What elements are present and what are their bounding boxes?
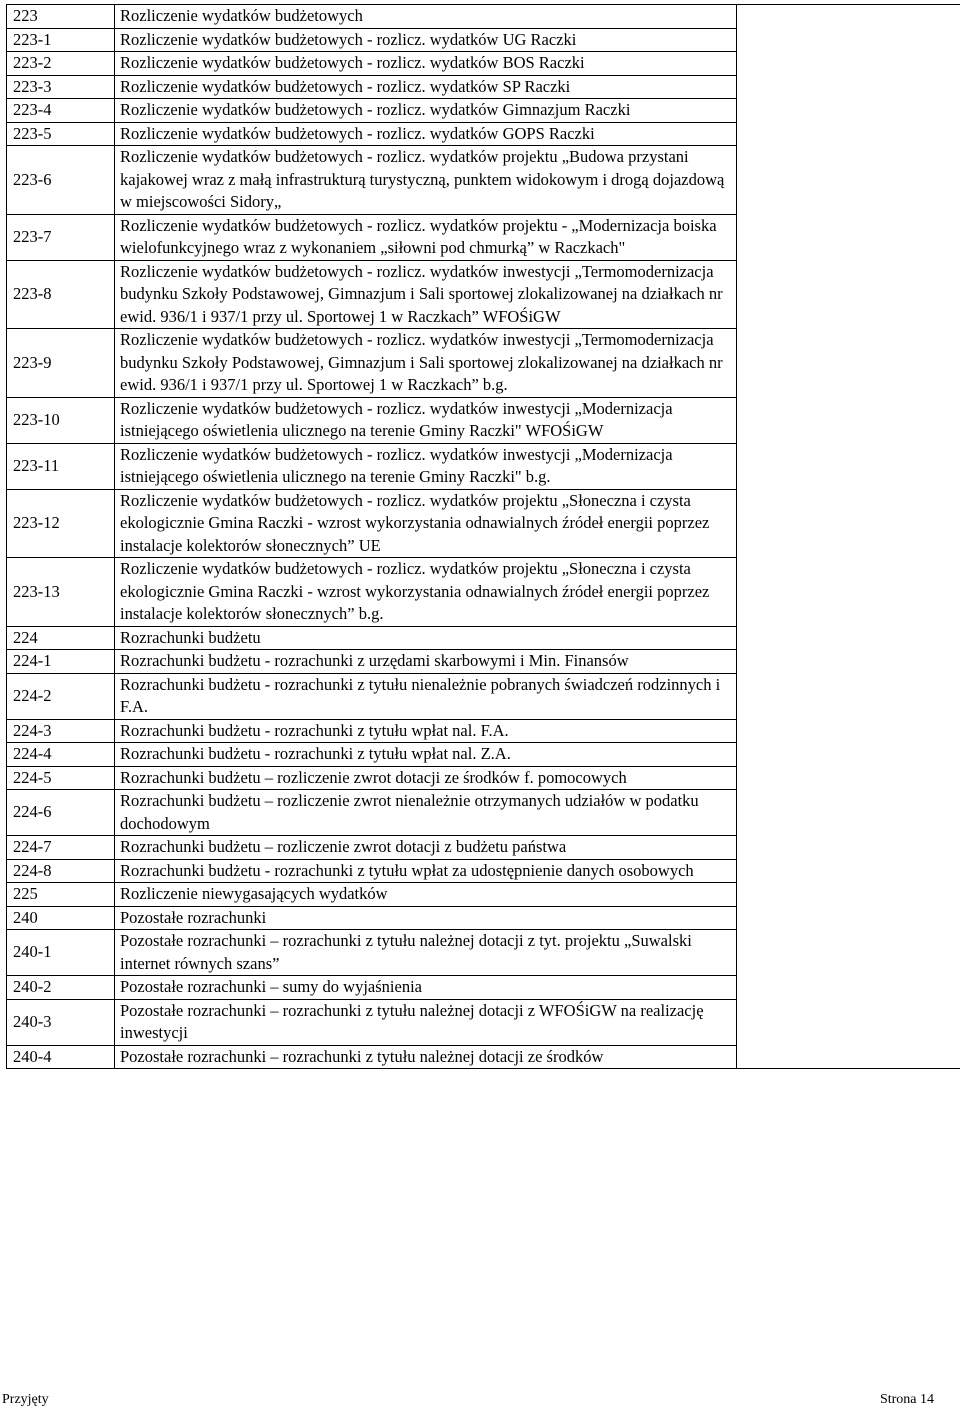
account-description-cell: Rozliczenie wydatków budżetowych - rozlicz. wydatków inwestycji „Modernizacja istniejącego oświetlenia ulicznego na terenie Gminy Raczki" WFOŚiGW <box>115 397 737 443</box>
account-code-cell: 224-4 <box>7 743 115 767</box>
account-code-cell: 224-6 <box>7 790 115 836</box>
account-code-cell: 223-3 <box>7 75 115 99</box>
account-description-cell: Rozrachunki budżetu - rozrachunki z urzędami skarbowymi i Min. Finansów <box>115 650 737 674</box>
account-code-cell: 223-4 <box>7 99 115 123</box>
account-code-cell: 223-7 <box>7 214 115 260</box>
account-code-cell: 223-13 <box>7 558 115 627</box>
account-code-cell: 223-2 <box>7 52 115 76</box>
account-code-cell: 223-1 <box>7 28 115 52</box>
account-code-cell: 223-6 <box>7 146 115 215</box>
account-description-cell: Rozliczenie wydatków budżetowych - rozlicz. wydatków projektu „Słoneczna i czysta ekologicznie Gmina Raczki - wzrost wykorzystania odnawialnych źródeł energii poprzez instalacje kolektorów słonecznych” UE <box>115 489 737 558</box>
account-code-cell: 223-11 <box>7 443 115 489</box>
account-description-cell: Rozliczenie wydatków budżetowych - rozlicz. wydatków BOS Raczki <box>115 52 737 76</box>
account-code-cell: 224-1 <box>7 650 115 674</box>
empty-cell <box>737 5 960 1069</box>
account-code-cell: 240-1 <box>7 930 115 976</box>
account-code-cell: 224-3 <box>7 719 115 743</box>
account-description-cell: Rozrachunki budżetu – rozliczenie zwrot dotacji z budżetu państwa <box>115 836 737 860</box>
account-description-cell: Rozrachunki budżetu - rozrachunki z tytułu wpłat nal. F.A. <box>115 719 737 743</box>
account-code-cell: 224-8 <box>7 859 115 883</box>
account-description-cell: Rozliczenie wydatków budżetowych - rozlicz. wydatków SP Raczki <box>115 75 737 99</box>
account-code-cell: 223 <box>7 5 115 29</box>
account-description-cell: Rozliczenie wydatków budżetowych - rozlicz. wydatków inwestycji „Termomodernizacja budynku Szkoły Podstawowej, Gimnazjum i Sali sportowej zlokalizowanej na działkach nr ewid. 936/1 i 937/1 przy ul. Sportowej 1 w Raczkach” WFOŚiGW <box>115 260 737 329</box>
account-description-cell: Rozliczenie wydatków budżetowych - rozlicz. wydatków projektu „Słoneczna i czysta ekologicznie Gmina Raczki - wzrost wykorzystania odnawialnych źródeł energii poprzez instalacje kolektorów słonecznych” b.g. <box>115 558 737 627</box>
account-code-cell: 224-5 <box>7 766 115 790</box>
table-row <box>7 5 960 29</box>
account-description-cell: Pozostałe rozrachunki – rozrachunki z tytułu należnej dotacji z tyt. projektu „Suwalski internet równych szans” <box>115 930 737 976</box>
footer-status: Przyjęty <box>2 1392 49 1407</box>
account-description-cell: Pozostałe rozrachunki – sumy do wyjaśnienia <box>115 976 737 1000</box>
account-description-cell: Rozliczenie niewygasających wydatków <box>115 883 737 907</box>
account-description-cell: Rozliczenie wydatków budżetowych - rozlicz. wydatków inwestycji „Termomodernizacja budynku Szkoły Podstawowej, Gimnazjum i Sali sportowej zlokalizowanej na działkach nr ewid. 936/1 i 937/1 przy ul. Sportowej 1 w Raczkach” b.g. <box>115 329 737 398</box>
account-description-cell: Rozliczenie wydatków budżetowych - rozlicz. wydatków inwestycji „Modernizacja istniejącego oświetlenia ulicznego na terenie Gminy Raczki" b.g. <box>115 443 737 489</box>
account-code-cell: 223-8 <box>7 260 115 329</box>
account-code-cell: 223-10 <box>7 397 115 443</box>
account-code-cell: 225 <box>7 883 115 907</box>
account-description-cell: Rozliczenie wydatków budżetowych <box>115 5 737 29</box>
account-description-cell: Rozrachunki budżetu - rozrachunki z tytułu wpłat nal. Z.A. <box>115 743 737 767</box>
account-code-cell: 224-7 <box>7 836 115 860</box>
account-code-cell: 224 <box>7 626 115 650</box>
account-description-cell: Rozliczenie wydatków budżetowych - rozlicz. wydatków GOPS Raczki <box>115 122 737 146</box>
account-code-cell: 240-2 <box>7 976 115 1000</box>
account-code-cell: 240-4 <box>7 1045 115 1069</box>
account-code-cell: 240-3 <box>7 999 115 1045</box>
account-code-cell: 223-5 <box>7 122 115 146</box>
account-description-cell: Rozrachunki budżetu – rozliczenie zwrot dotacji ze środków f. pomocowych <box>115 766 737 790</box>
account-code-cell: 223-12 <box>7 489 115 558</box>
account-description-cell: Rozliczenie wydatków budżetowych - rozlicz. wydatków UG Raczki <box>115 28 737 52</box>
account-description-cell: Rozrachunki budżetu – rozliczenie zwrot nienależnie otrzymanych udziałów w podatku dochodowym <box>115 790 737 836</box>
account-description-cell: Pozostałe rozrachunki – rozrachunki z tytułu należnej dotacji z WFOŚiGW na realizację inwestycji <box>115 999 737 1045</box>
account-description-cell: Pozostałe rozrachunki – rozrachunki z tytułu należnej dotacji ze środków <box>115 1045 737 1069</box>
account-description-cell: Rozrachunki budżetu <box>115 626 737 650</box>
account-code-cell: 223-9 <box>7 329 115 398</box>
account-description-cell: Rozliczenie wydatków budżetowych - rozlicz. wydatków Gimnazjum Raczki <box>115 99 737 123</box>
account-description-cell: Rozrachunki budżetu - rozrachunki z tytułu nienależnie pobranych świadczeń rodzinnych i F.A. <box>115 673 737 719</box>
accounts-table <box>6 4 960 1069</box>
account-code-cell: 240 <box>7 906 115 930</box>
account-description-cell: Pozostałe rozrachunki <box>115 906 737 930</box>
account-description-cell: Rozliczenie wydatków budżetowych - rozlicz. wydatków projektu - „Modernizacja boiska wielofunkcyjnego wraz z wykonaniem „siłowni pod chmurką” w Raczkach" <box>115 214 737 260</box>
accounts-table-body <box>7 5 960 1069</box>
account-description-cell: Rozrachunki budżetu - rozrachunki z tytułu wpłat za udostępnienie danych osobowych <box>115 859 737 883</box>
footer-page-number: Strona 14 <box>879 1392 934 1407</box>
account-code-cell: 224-2 <box>7 673 115 719</box>
account-description-cell: Rozliczenie wydatków budżetowych - rozlicz. wydatków projektu „Budowa przystani kajakowej wraz z małą infrastrukturą turystyczną, punktem widokowym i drogą dojazdową w miejscowości Sidory„ <box>115 146 737 215</box>
